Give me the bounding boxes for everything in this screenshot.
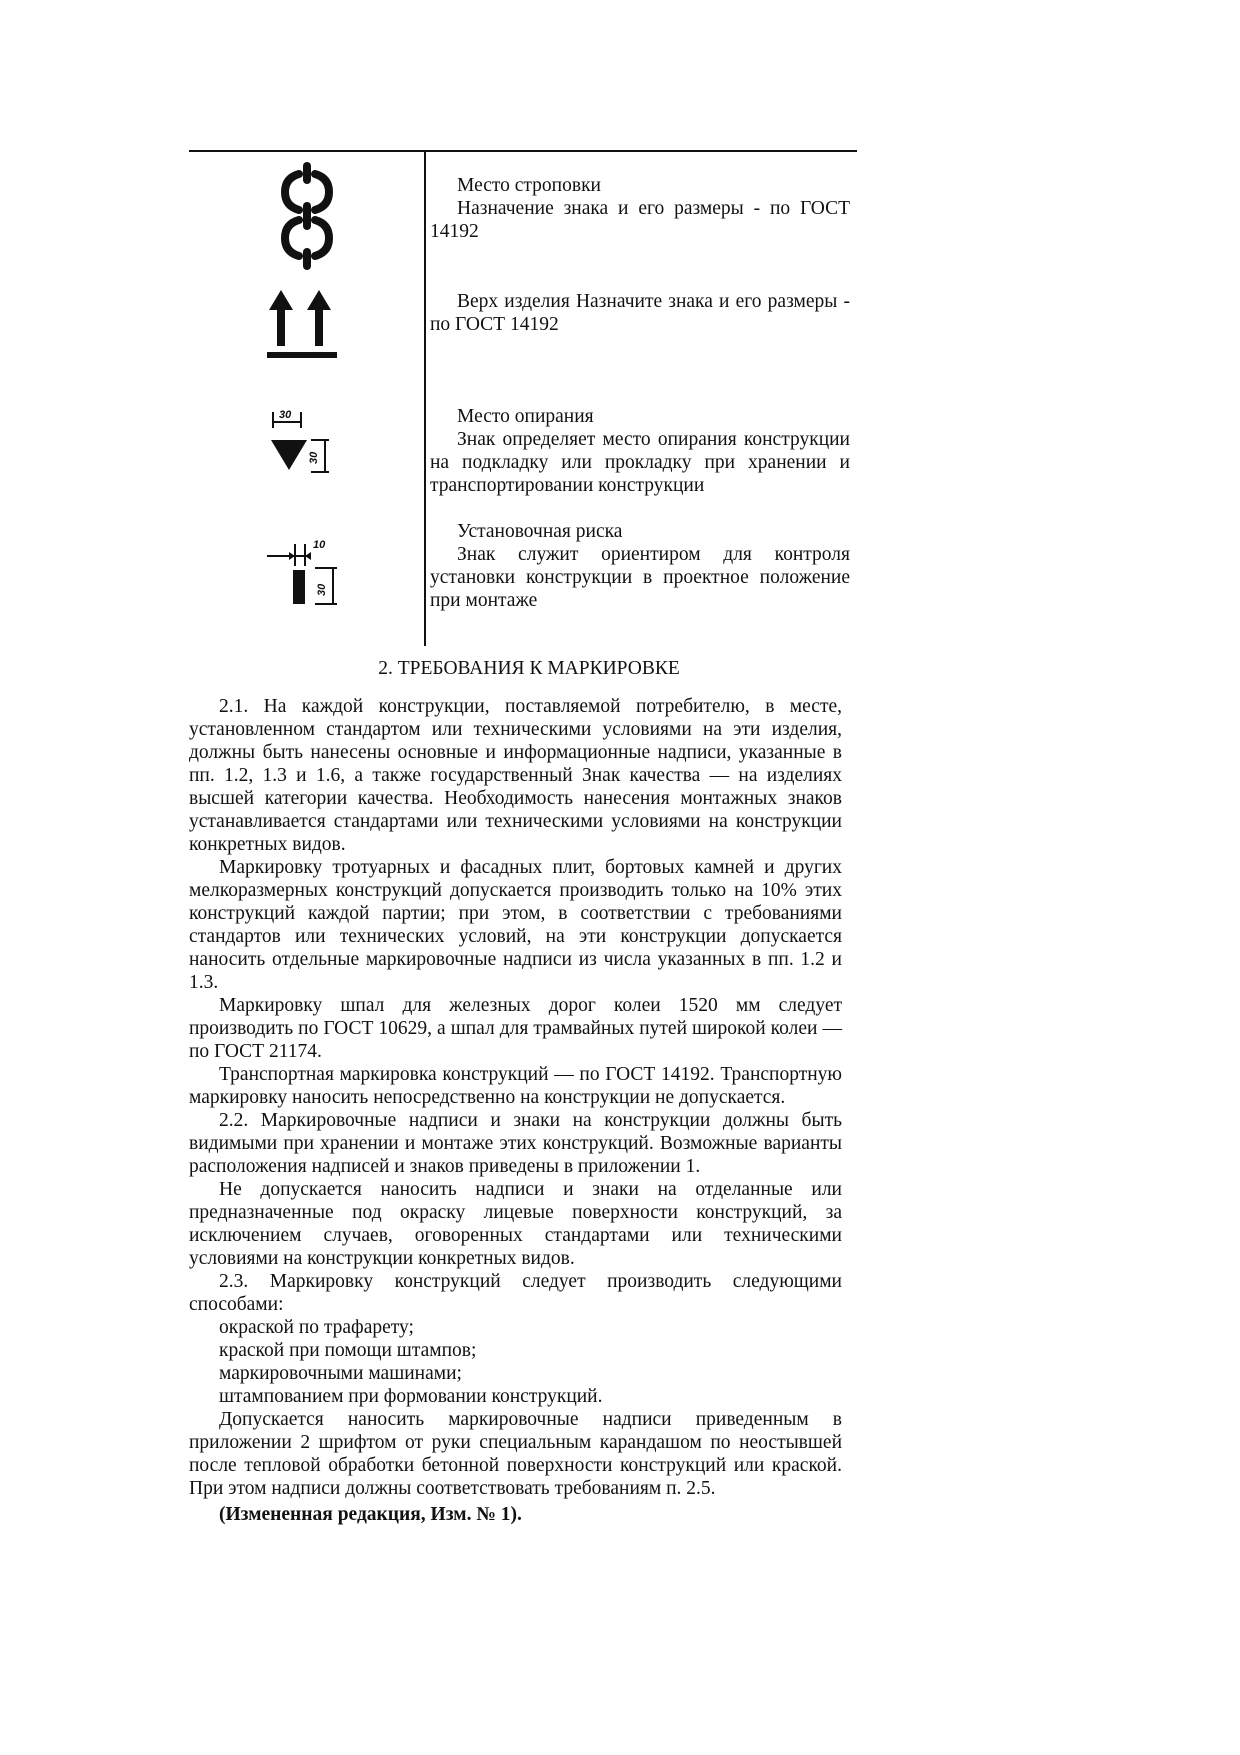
sign-description-slinging bbox=[430, 174, 850, 243]
installation-mark-icon bbox=[189, 538, 424, 618]
this-way-up-arrows-icon bbox=[189, 290, 424, 370]
method-list-item: маркировочными машинами; bbox=[219, 1363, 462, 1384]
table-column-divider bbox=[424, 150, 426, 646]
sign-title: Место опирания bbox=[457, 406, 594, 427]
paragraph: 2.1. На каждой конструкции, поставляемой потребителю, в месте, установленном стандартом или техническими условиями на эти изделия, должны быть нанесены основные и информационные надписи, указанные в пп. 1.2, 1.3 и 1.6, а также государственный Знак качества — на изделиях высшей категории качества. Необходимость нанесения монтажных знаков устанавливается стандартами или техническими условиями на конструкции конкретных видов. bbox=[189, 696, 842, 855]
sign-title: Место строповки bbox=[457, 175, 601, 196]
dimension-label: 30 bbox=[307, 451, 320, 464]
section-heading: 2. ТРЕБОВАНИЯ К МАРКИРОВКЕ bbox=[378, 658, 680, 679]
sign-description-top bbox=[430, 290, 850, 336]
method-list-item: окраской по трафарету; bbox=[219, 1317, 414, 1338]
chain-link-icon bbox=[189, 162, 424, 272]
dimension-label: 10 bbox=[312, 539, 325, 551]
support-point-triangle-icon bbox=[189, 406, 424, 486]
table-top-rule bbox=[189, 150, 857, 152]
sign-title: Установочная риска bbox=[457, 521, 623, 542]
sign-text: Знак определяет место опирания конструкции на подкладку или прокладку при хранении и транспортировании конструкции bbox=[430, 429, 850, 496]
sign-text: Верх изделия Назначите знака и его размеры - по ГОСТ 14192 bbox=[430, 291, 850, 335]
method-list-item: краской при помощи штампов; bbox=[219, 1340, 477, 1361]
marking-signs-table bbox=[189, 150, 857, 646]
amendment-note: (Измененная редакция, Изм. № 1). bbox=[219, 1504, 522, 1525]
paragraph: Транспортная маркировка конструкций — по ГОСТ 14192. Транспортную маркировку наносить непосредственно на конструкции не допускается. bbox=[189, 1064, 842, 1108]
paragraph: 2.2. Маркировочные надписи и знаки на конструкции должны быть видимыми при хранении и монтаже этих конструкций. Возможные варианты расположения надписей и знаков приведены в приложении 1. bbox=[189, 1110, 842, 1177]
dimension-label: 30 bbox=[278, 409, 291, 421]
sign-text: Знак служит ориентиром для контроля установки конструкции в проектное положение при монтаже bbox=[430, 544, 850, 611]
paragraph: Допускается наносить маркировочные надписи приведенным в приложении 2 шрифтом от руки специальным карандашом по неостывшей после тепловой обработки бетонной поверхности конструкций или краской. При этом надписи должны соответствовать требованиям п. 2.5. bbox=[189, 1409, 842, 1499]
paragraph: 2.3. Маркировку конструкций следует производить следующими способами: bbox=[189, 1271, 842, 1315]
sign-description-support bbox=[430, 405, 850, 497]
section-body bbox=[189, 695, 842, 1526]
sign-description-installation bbox=[430, 520, 850, 612]
paragraph: Маркировку шпал для железных дорог колеи 1520 мм следует производить по ГОСТ 10629, а шпал для трамвайных путей широкой колеи — по ГОСТ 21174. bbox=[189, 995, 842, 1062]
dimension-label: 30 bbox=[315, 583, 328, 596]
method-list-item: штампованием при формовании конструкций. bbox=[219, 1386, 603, 1407]
paragraph: Не допускается наносить надписи и знаки на отделанные или предназначенные под окраску лицевые поверхности конструкций, за исключением случаев, оговоренных стандартами или техническими условиями на конструкции конкретных видов. bbox=[189, 1179, 842, 1269]
sign-text: Назначение знака и его размеры - по ГОСТ 14192 bbox=[430, 198, 850, 242]
paragraph: Маркировку тротуарных и фасадных плит, бортовых камней и других мелкоразмерных конструкций допускается производить только на 10% этих конструкций каждой партии; при этом, в соответствии с требованиями стандартов или технических условий, на эти конструкции допускается наносить отдельные маркировочные надписи из числа указанных в пп. 1.2 и 1.3. bbox=[189, 857, 842, 993]
